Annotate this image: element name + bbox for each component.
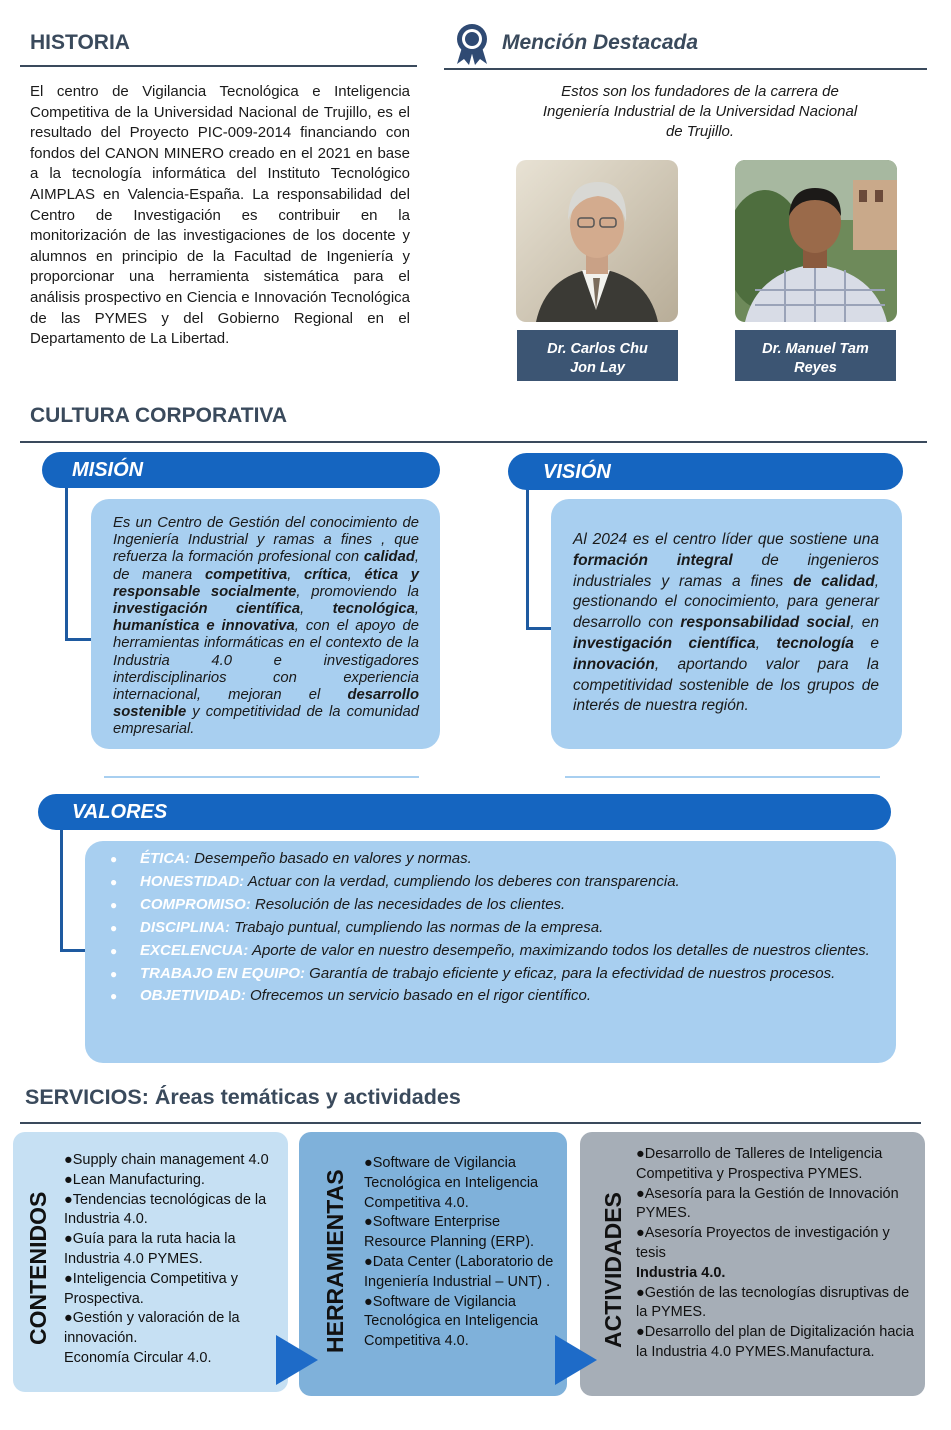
actividades-item: ●Gestión de las tecnologías disruptivas de la PYMES.: [636, 1284, 910, 1321]
servicios-divider: [20, 1122, 921, 1124]
text-run: , de manera: [113, 549, 419, 583]
text-run: competitiva: [204, 566, 288, 583]
historia-text: El centro de Vigilancia Tecnológica e Inteligencia Competitiva de la Universidad Nacional de Trujillo, es el resultado del Proyecto PIC-009-2014 financiando con fondos del CANON MINERO creado en el 2021 en base a la tecnología informática del Instituto Tecnológico AIMPLAS en Valencia-España. La responsabilidad del Centro de Investigación es contribuir en la monitorización de las investigaciones de los docente y alumnos en principio de la Facultad de Ingeniería y proporcionar una herramienta sistemática para el análisis prospectivo en Ciencia e Innovación Tecnológica de las PYMES y del Gobierno Regional en el Departamento de La Libertad.: [30, 83, 410, 348]
text-run: , gestionando el conocimiento, para generar desarrollo con: [573, 572, 879, 632]
valor-desc: Actuar con la verdad, cumpliendo los deberes con transparencia.: [244, 872, 680, 890]
founder-name-1-line2: Jon Lay: [570, 360, 625, 376]
vision-header: [508, 453, 903, 490]
founder-name-1-line1: Dr. Carlos Chu: [547, 341, 648, 357]
herramientas-item: ●Software Enterprise Resource Planning (ERP).: [364, 1214, 535, 1251]
founder-name-2-line1: Dr. Manuel Tam: [762, 341, 869, 357]
mision-header: [42, 452, 440, 488]
valor-name: HONESTIDAD:: [140, 872, 245, 890]
servicios-title: SERVICIOS: Áreas temáticas y actividades: [25, 1085, 461, 1109]
historia-title: HISTORIA: [30, 31, 130, 54]
actividades-item: ●Desarrollo del plan de Digitalización hacia la Industria 4.0 PYMES.Manufactura.: [636, 1324, 914, 1360]
cultura-divider: [20, 441, 927, 443]
vision-underline: [565, 776, 880, 778]
herramientas-list: [364, 1154, 560, 1352]
text-run: humanística e innovativa: [113, 618, 295, 635]
contenidos-list: [64, 1151, 282, 1369]
actividades-item: ●Asesoría Proyectos de investigación y tesis: [636, 1225, 890, 1261]
text-run: formación integral: [573, 551, 733, 569]
contenidos-label: CONTENIDOS: [25, 1191, 51, 1345]
valor-desc: Garantía de trabajo eficiente y eficaz, para la efectividad de nuestros procesos.: [305, 964, 836, 982]
herramientas-item: ●Data Center (Laboratorio de Ingeniería Industrial – UNT) .: [364, 1253, 554, 1290]
text-run: , promoviendo la: [296, 583, 419, 600]
valor-item: [110, 963, 872, 986]
contenidos-item: ●Gestión y valoración de la innovación.: [64, 1310, 240, 1347]
vision-box: [551, 499, 902, 749]
actividades-item: ●Asesoría para la Gestión de Innovación PYMES.: [636, 1185, 899, 1222]
vision-label: VISIÓN: [543, 461, 611, 483]
valor-item: [110, 871, 872, 894]
herramientas-item: ●Software de Vigilancia Tecnológica en Inteligencia Competitiva 4.0.: [364, 1155, 539, 1211]
actividades-label: ACTIVIDADES: [600, 1192, 626, 1348]
text-run: ética y responsable socialmente: [113, 566, 419, 600]
valor-desc: Ofrecemos un servicio basado en el rigor científico.: [245, 987, 592, 1005]
contenidos-item: ●Tendencias tecnológicas de la Industria 4.0.: [64, 1191, 267, 1228]
valor-item: [110, 917, 872, 940]
arrow-right-icon: [276, 1335, 318, 1385]
mision-box: [91, 499, 440, 749]
valor-desc: Trabajo puntual, cumpliendo las normas de la empresa.: [230, 918, 604, 936]
valor-desc: Aporte de valor en nuestro desempeño, maximizando todos los detalles de nuestros clientes.: [248, 941, 870, 959]
text-run: , aportando valor para la competitividad sostenible de los grupos de interés de nuestra región.: [573, 655, 879, 715]
award-ribbon-icon: [452, 22, 492, 66]
contenidos-item: ●Inteligencia Competitiva y Prospectiva.: [64, 1270, 238, 1307]
text-run: , en: [850, 614, 880, 632]
text-run: crítica: [303, 566, 348, 583]
valor-name: TRABAJO EN EQUIPO:: [140, 964, 306, 982]
founder-caption-1: [517, 330, 678, 381]
text-run: tecnológica: [332, 601, 415, 618]
text-run: y competitividad de la comunidad empresarial.: [113, 704, 419, 738]
text-run: investigación científica: [113, 601, 301, 618]
text-run: innovación: [573, 655, 655, 673]
bullet-icon: ●: [110, 943, 118, 958]
valor-name: COMPROMISO:: [140, 895, 251, 913]
bullet-icon: ●: [110, 874, 118, 889]
text-run: , con el apoyo de herramientas informáticas en el contexto de la Industria 4.0 e investigadores interdisciplinarios con experiencia internacional, mejoran el: [113, 618, 419, 704]
text-run: ,: [300, 601, 333, 618]
text-run: ,: [414, 601, 419, 618]
mision-text: [113, 515, 419, 739]
text-run: de ingenieros industriales y ramas a fines: [573, 551, 879, 590]
valor-name: EXCELENCUA:: [140, 941, 249, 959]
mision-label: MISIÓN: [72, 459, 144, 481]
founder-photo-2: [735, 160, 897, 322]
valor-name: DISCIPLINA:: [140, 918, 230, 936]
mencion-intro: Estos son los fundadores de la carrera de Ingeniería Industrial de la Universidad Nacional de Trujillo.: [542, 83, 858, 140]
mision-underline: [104, 776, 419, 778]
valor-desc: Resolución de las necesidades de los clientes.: [250, 895, 566, 913]
text-run: e: [853, 634, 879, 652]
text-run: tecnología: [776, 634, 854, 652]
contenidos-item: ●Lean Manufacturing.: [64, 1171, 205, 1188]
herramientas-label: HERRAMIENTAS: [322, 1169, 348, 1353]
text-run: de calidad: [793, 572, 875, 590]
text-run: Es un Centro de Gestión del conocimiento de Ingeniería Industrial y ramas a fines , que refuerza la formación profesional con: [113, 515, 419, 566]
valores-label: VALORES: [72, 801, 168, 823]
mencion-title: Mención Destacada: [502, 31, 699, 54]
valor-name: ÉTICA:: [140, 850, 190, 867]
actividades-list: [636, 1145, 918, 1363]
text-run: ,: [755, 634, 777, 652]
valor-name: OBJETIVIDAD:: [140, 987, 246, 1005]
actividades-item: Industria 4.0.: [636, 1264, 726, 1281]
founder-name-2-line2: Reyes: [794, 360, 837, 376]
bullet-icon: ●: [110, 920, 118, 935]
valores-list: [110, 848, 872, 1008]
text-run: calidad: [363, 549, 415, 566]
valores-header: [38, 794, 891, 830]
vision-text: [573, 530, 879, 717]
valor-desc: Desempeño basado en valores y normas.: [190, 850, 472, 867]
bullet-icon: ●: [110, 852, 118, 866]
text-run: investigación científica: [573, 634, 756, 652]
herramientas-item: ●Software de Vigilancia Tecnológica en Inteligencia Competitiva 4.0.: [364, 1293, 539, 1350]
mencion-divider: [444, 68, 927, 70]
valor-item: [110, 940, 872, 963]
valor-item: [110, 848, 872, 871]
historia-divider: [20, 65, 417, 67]
valor-item: [110, 894, 872, 917]
contenidos-item: ●Guía para la ruta hacia la Industria 4.0 PYMES.: [64, 1231, 236, 1267]
arrow-right-icon: [555, 1335, 597, 1385]
actividades-item: ●Desarrollo de Talleres de Inteligencia Competitiva y Prospectiva PYMES.: [636, 1146, 883, 1182]
founder-caption-2: [735, 330, 896, 381]
bullet-icon: ●: [110, 897, 118, 912]
valores-box: [85, 841, 896, 1063]
valor-item: [110, 985, 872, 1008]
contenidos-item: ●Supply chain management 4.0: [64, 1152, 269, 1168]
text-run: ,: [347, 566, 365, 583]
text-run: desarrollo sostenible: [113, 687, 419, 721]
bullet-icon: ●: [110, 989, 118, 1004]
text-run: Al 2024 es el centro líder que sostiene una: [573, 531, 879, 548]
founder-photo-1: [516, 160, 678, 322]
contenidos-item: Economía Circular 4.0.: [64, 1349, 212, 1366]
cultura-title: CULTURA CORPORATIVA: [30, 404, 288, 427]
bullet-icon: ●: [110, 966, 118, 981]
text-run: responsabilidad social: [680, 614, 851, 632]
text-run: ,: [287, 566, 304, 583]
